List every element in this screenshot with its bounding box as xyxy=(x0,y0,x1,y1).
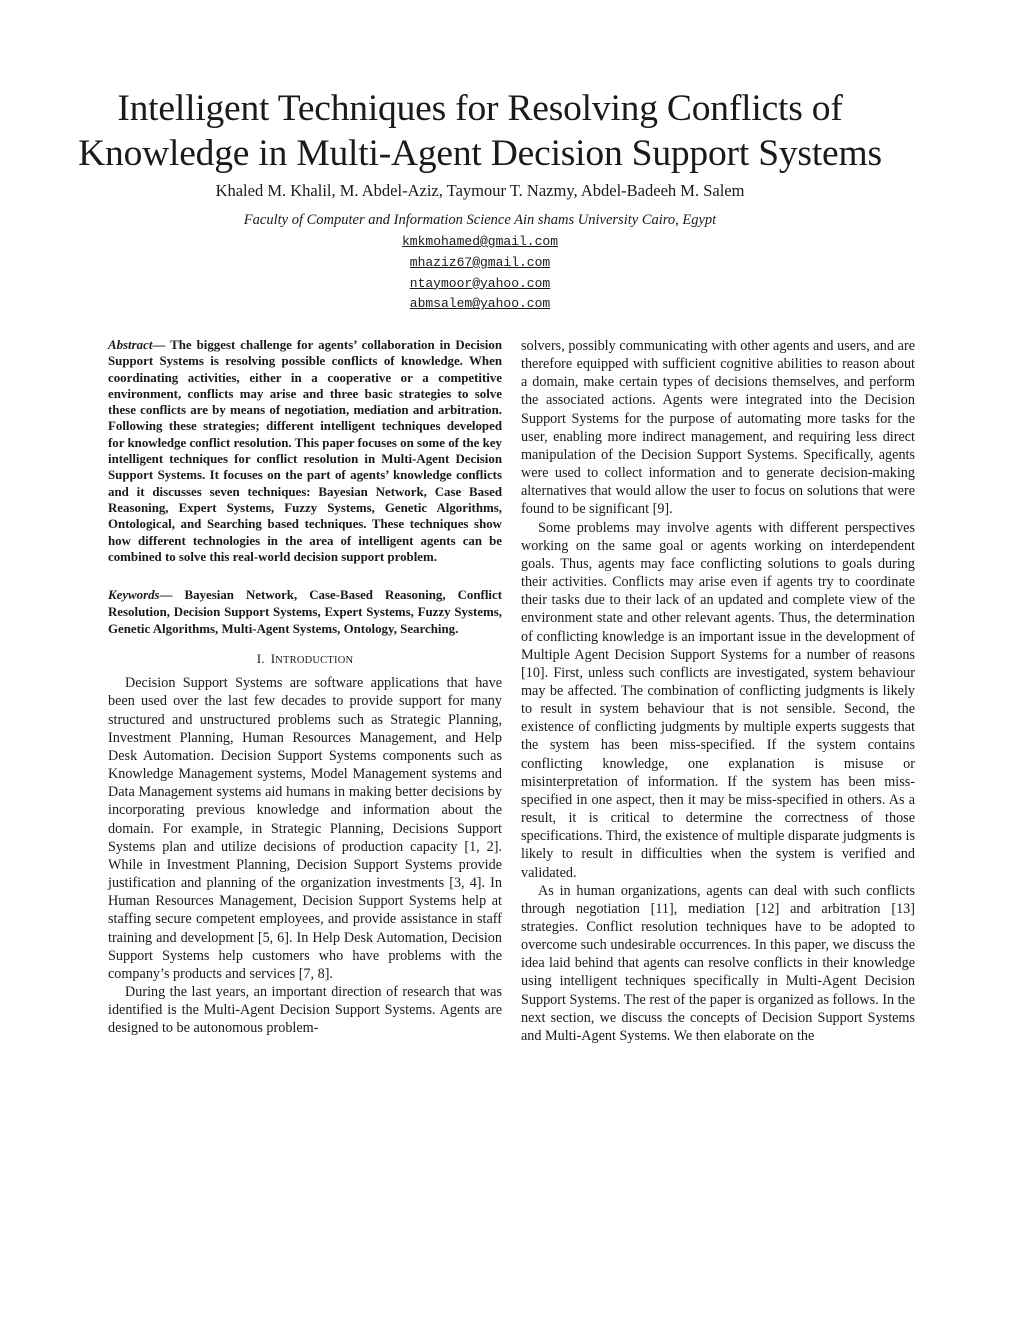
keywords-text: Bayesian Network, Case-Based Reasoning, Conflict Resolution, Decision Support Systems, Expert Systems, Fuzzy Systems, Genetic Algorithms, Multi-Agent Systems, Ontology, Searching. xyxy=(108,588,502,637)
section-number: I. xyxy=(256,651,265,667)
abstract xyxy=(108,337,502,565)
keywords xyxy=(108,587,502,638)
body-paragraph: As in human organizations, agents can deal with such conflicts through negotiation [11], mediation [12] and arbitration [13] strategies. Conflict resolution techniques have to be adopted to overcome such undesirable occurrences. In this paper, we discuss the idea laid behind that agents can resolve conflicts in their knowledge using intelligent techniques specifically in Multi-Agent Decision Support Systems. The rest of the paper is organized as follows. In the next section, we discuss the concepts of Decision Support Systems and Multi-Agent Systems. We then elaborate on the xyxy=(521,882,915,1044)
section-title-rest: NTRODUCTION xyxy=(275,655,354,667)
email-link[interactable]: ntaymoor@yahoo.com xyxy=(409,275,551,291)
affiliation: Faculty of Computer and Information Science Ain shams University Cairo, Egypt xyxy=(243,212,717,228)
paper-title xyxy=(40,86,920,176)
keywords-dash: — xyxy=(159,588,185,603)
keywords-label: Keywords xyxy=(108,588,160,603)
left-column xyxy=(108,337,502,1037)
section-title-initial: I xyxy=(270,651,276,667)
right-column xyxy=(521,337,915,1045)
body-paragraph: During the last years, an important direction of research that was identified is the Multi-Agent Decision Support Systems. Agents are designed to be autonomous problem- xyxy=(108,983,502,1037)
author-list: Khaled M. Khalil, M. Abdel-Aziz, Taymour T. Nazmy, Abdel-Badeeh M. Salem xyxy=(215,181,745,200)
title-line-1: Intelligent Techniques for Resolving Conflicts of xyxy=(117,88,843,129)
section-heading-introduction xyxy=(108,650,502,670)
body-paragraph: Decision Support Systems are software applications that have been used over the last few decades to provide support for many structured and unstructured problems such as Strategic Planning, Investment Planning, Human Resources Management, and Help Desk Automation. Decision Support Systems components such as Knowledge Management systems, Model Management systems and Data Management systems aid humans in making better decisions by incorporating previous knowledge and information about the domain. For example, in Strategic Planning, Decisions Support Systems plan and utilize decisions of production capacity [1, 2]. While in Investment Planning, Decision Support Systems provide justification and planning of the organization investments [3, 4]. In Human Resources Management, Decision Support Systems help at staffing secure competent employees, and provide assistance in staff training and development [5, 6]. In Help Desk Automation, Decision Support Systems help customers who have problems with the company’s products and services [7, 8]. xyxy=(108,675,502,982)
abstract-label: Abstract xyxy=(108,338,153,352)
abstract-text: The biggest challenge for agents’ collaboration in Decision Support Systems is resolving possible conflicts of knowledge. When coordinating activities, either in a cooperative or a competitive environment, conflicts may arise and three basic strategies to solve these conflicts are by means of negotiation, mediation and arbitration. Following these strategies; different intelligent techniques developed for knowledge conflict resolution. This paper focuses on some of the key intelligent techniques for conflict resolution in Multi-Agent Decision Support Systems. It focuses on the part of agents’ knowledge conflicts and it discusses seven techniques: Bayesian Network, Case Based Reasoning, Expert Systems, Fuzzy Systems, Genetic Algorithms, Ontological, and Searching based techniques. These techniques show how different technologies in the area of intelligent agents can be combined to solve this real-world decision support problem. xyxy=(108,338,502,564)
body-paragraph: Some problems may involve agents with different perspectives working on the same goal or agents working on interdependent goals. Thus, agents may face conflicting solutions to goals during their activities. Conflicts may arise even if agents try to coordinate their tasks due to their lack of an updated and complete view of the environment state and other relevant agents. Thus, the determination of conflicting knowledge is an important issue in the development of Multiple Agent Decision Support Systems for a number of reasons [10]. First, unless such conflicts are investigated, system behaviour may be affected. The combination of conflicting judgments is likely to result in system behaviour that is not sensible. Second, the existence of conflicting judgments by multiple experts suggests that the system has been miss-specified. If the system contains conflicting knowledge, one explanation is misuse or misinterpretation of information. If the system has been miss-specified in one aspect, then it may be miss-specified in others. As a result, it is critical to determine the correctness of those specifications. Third, the existence of multiple disparate judgments is likely to result in difficulties when the system is verified and validated. xyxy=(521,519,915,881)
title-line-2: Knowledge in Multi-Agent Decision Support Systems xyxy=(78,133,882,174)
body-paragraph: solvers, possibly communicating with other agents and users, and are therefore equipped with sufficient cognitive abilities to reason about a domain, make certain types of decisions themselves, and perform the associated actions. Agents were integrated into the Decision Support Systems for the purpose of automating more tasks for the user, enabling more indirect management, and requiring less direct manipulation of the Decision Support Systems. Specifically, agents were used to collect information and to generate decision-making alternatives that would allow the user to focus on solutions that were found to be significant [9]. xyxy=(521,338,915,518)
email-link[interactable]: mhaziz67@gmail.com xyxy=(409,254,551,270)
email-list xyxy=(40,232,920,315)
email-link[interactable]: kmkmohamed@gmail.com xyxy=(401,234,559,249)
abstract-dash: — xyxy=(152,338,171,352)
email-link[interactable]: abmsalem@yahoo.com xyxy=(409,296,551,312)
